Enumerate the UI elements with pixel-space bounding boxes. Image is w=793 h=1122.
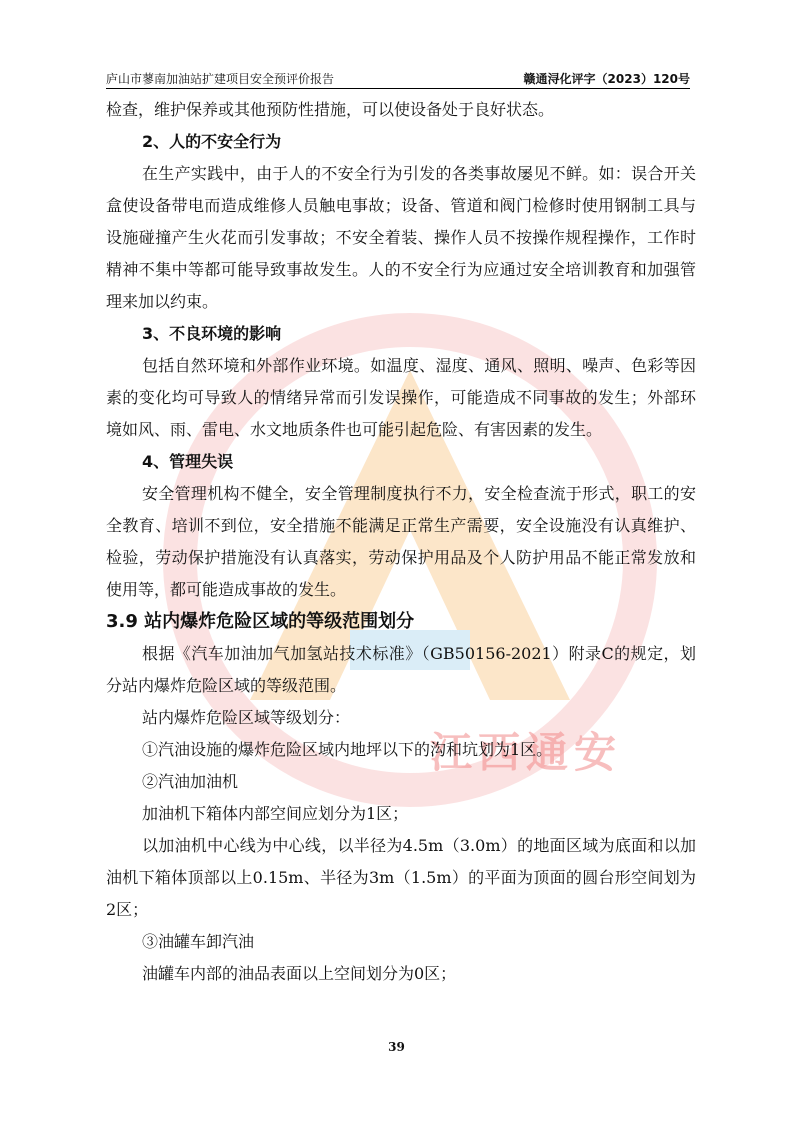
list-item: ①汽油设施的爆炸危险区域内地坪以下的沟和坑划为1区。 xyxy=(142,740,553,759)
paragraph: 加油机下箱体内部空间应划分为1区； xyxy=(142,804,409,823)
paragraph: 根据《汽车加油加气加氢站技术标准》（GB50156-2021）附录C的规定，划分站内爆炸危险区域的等级范围。 xyxy=(106,644,696,695)
document-body xyxy=(106,94,696,990)
page-header xyxy=(106,68,690,90)
header-divider xyxy=(106,88,690,89)
report-title: 庐山市蓼南加油站扩建项目安全预评价报告 xyxy=(106,72,335,86)
subheading: 4、管理失误 xyxy=(142,452,234,471)
section-heading: 3.9 站内爆炸危险区域的等级范围划分 xyxy=(106,611,415,632)
subheading: 3、不良环境的影响 xyxy=(142,324,282,343)
paragraph: 以加油机中心线为中心线，以半径为4.5m（3.0m）的地面区域为底面和以加油机下箱体顶部以上0.15m、半径为3m（1.5m）的平面为顶面的圆台形空间划为2区； xyxy=(106,836,696,919)
paragraph: 油罐车内部的油品表面以上空间划分为0区； xyxy=(142,964,457,983)
report-number: 赣通浔化评字（2023）120号 xyxy=(523,72,690,86)
paragraph: 在生产实践中，由于人的不安全行为引发的各类事故屡见不鲜。如：误合开关盒使设备带电而造成维修人员触电事故；设备、管道和阀门检修时使用钢制工具与设施碰撞产生火花而引发事故；不安全着装、操作人员不按操作规程操作，工作时精神不集中等都可能导致事故发生。人的不安全行为应通过安全培训教育和加强管理来加以约束。 xyxy=(106,164,696,311)
paragraph: 包括自然环境和外部作业环境。如温度、湿度、通风、照明、噪声、色彩等因素的变化均可导致人的情绪异常而引发误操作，可能造成不同事故的发生；外部环境如风、雨、雷电、水文地质条件也可能引起危险、有害因素的发生。 xyxy=(106,356,696,439)
paragraph: 检查，维护保养或其他预防性措施，可以使设备处于良好状态。 xyxy=(106,100,555,119)
list-item: ③油罐车卸汽油 xyxy=(142,932,255,951)
paragraph: 站内爆炸危险区域等级划分： xyxy=(142,708,351,727)
paragraph: 安全管理机构不健全，安全管理制度执行不力，安全检查流于形式，职工的安全教育、培训不到位，安全措施不能满足正常生产需要，安全设施没有认真维护、检验，劳动保护措施没有认真落实，劳动保护用品及个人防护用品不能正常发放和使用等，都可能造成事故的发生。 xyxy=(106,484,696,599)
watermark-text: 江西通安 xyxy=(430,728,623,777)
page-number: 39 xyxy=(388,1040,405,1054)
subheading: 2、人的不安全行为 xyxy=(142,132,282,151)
list-item: ②汽油加油机 xyxy=(142,772,239,791)
